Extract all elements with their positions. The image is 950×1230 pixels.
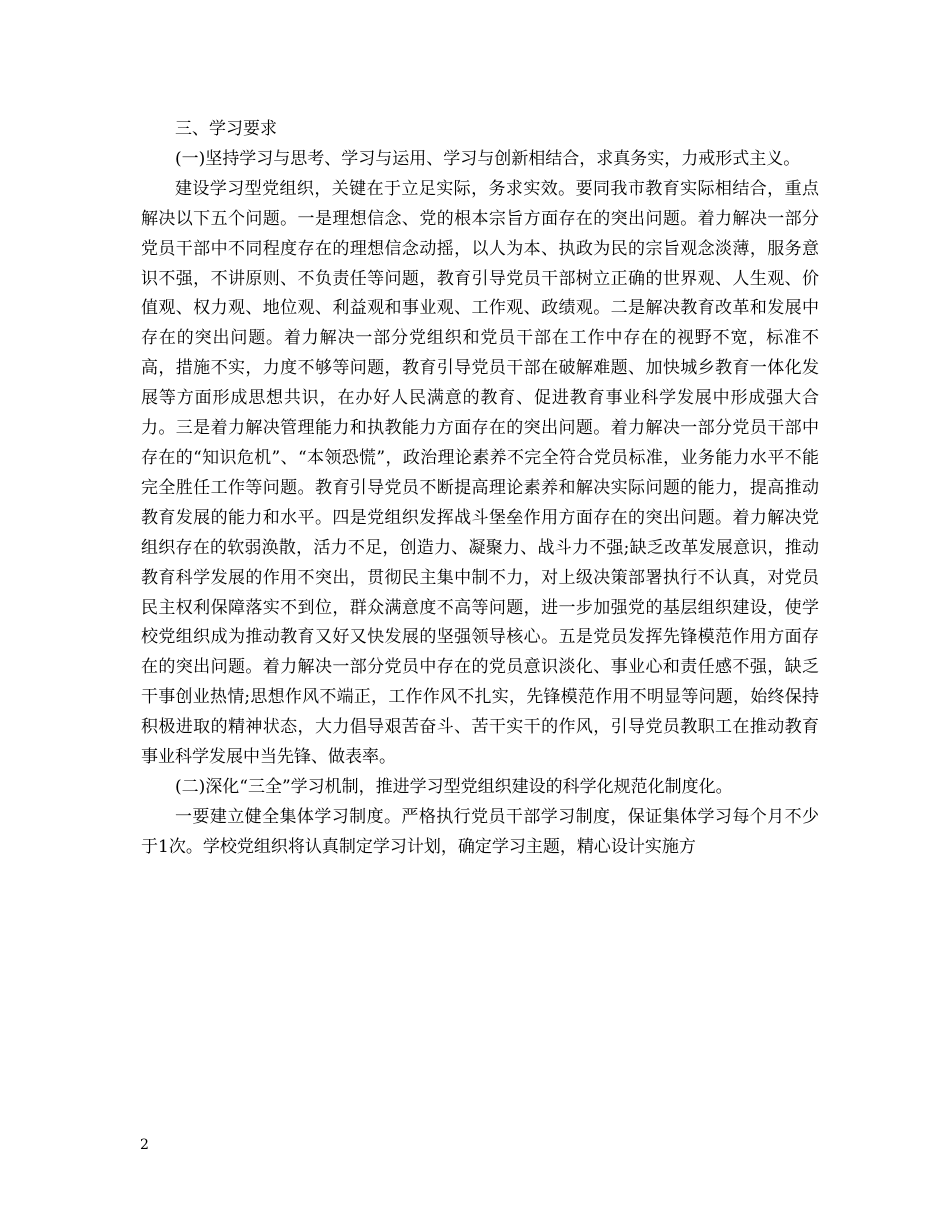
body-paragraph: 一要建立健全集体学习制度。严格执行党员干部学习制度，保证集体学习每个月不少于1次。学校党组织将认真制定学习计划，确定学习主题，精心设计实施方 (141, 806, 819, 857)
subsection-heading-1: (一)坚持学习与思考、学习与运用、学习与创新相结合，求真务实，力戒形式主义。 (175, 148, 801, 169)
document-body (141, 115, 819, 863)
body-paragraph: 建设学习型党组织，关键在于立足实际，务求实效。要同我市教育实际相结合，重点解决以下五个问题。一是理想信念、党的根本宗旨方面存在的突出问题。着力解决一部分党员干部中不同程度存在的理想信念动摇，以人为本、执政为民的宗旨观念淡薄，服务意识不强，不讲原则、不负责任等问题，教育引导党员干部树立正确的世界观、人生观、价值观、权力观、地位观、利益观和事业观、工作观、政绩观。二是解决教育改革和发展中存在的突出问题。着力解决一部分党组织和党员干部在工作中存在的视野不宽，标准不高，措施不实，力度不够等问题，教育引导党员干部在破解难题、加快城乡教育一体化发展等方面形成思想共识，在办好人民满意的教育、促进教育事业科学发展中形成强大合力。三是着力解决管理能力和执教能力方面存在的突出问题。着力解决一部分党员干部中存在的“知识危机”、“本领恐慌”，政治理论素养不完全符合党员标准，业务能力水平不能完全胜任工作等问题。教育引导党员不断提高理论素养和解决实际问题的能力，提高推动教育发展的能力和水平。四是党组织发挥战斗堡垒作用方面存在的突出问题。着力解决党组织存在的软弱涣散，活力不足，创造力、凝聚力、战斗力不强;缺乏改革发展意识，推动教育科学发展的作用不突出，贯彻民主集中制不力，对上级决策部署执行不认真，对党员民主权利保障落实不到位，群众满意度不高等问题，进一步加强党的基层组织建设，使学校党组织成为推动教育又好又快发展的坚强领导核心。五是党员发挥先锋模范作用方面存在的突出问题。着力解决一部分党员中存在的党员意识淡化、事业心和责任感不强，缺乏干事创业热情;思想作风不端正，工作作风不扎实，先锋模范作用不明显等问题，始终保持积极进取的精神状态，大力倡导艰苦奋斗、苦干实干的作风，引导党员教职工在推动教育事业科学发展中当先锋、做表率。 (141, 178, 819, 768)
page-number: 2 (140, 1137, 149, 1153)
subsection-heading-2: (二)深化“三全”学习机制，推进学习型党组织建设的科学化规范化制度化。 (175, 776, 733, 797)
section-heading: 三、学习要求 (175, 119, 277, 139)
